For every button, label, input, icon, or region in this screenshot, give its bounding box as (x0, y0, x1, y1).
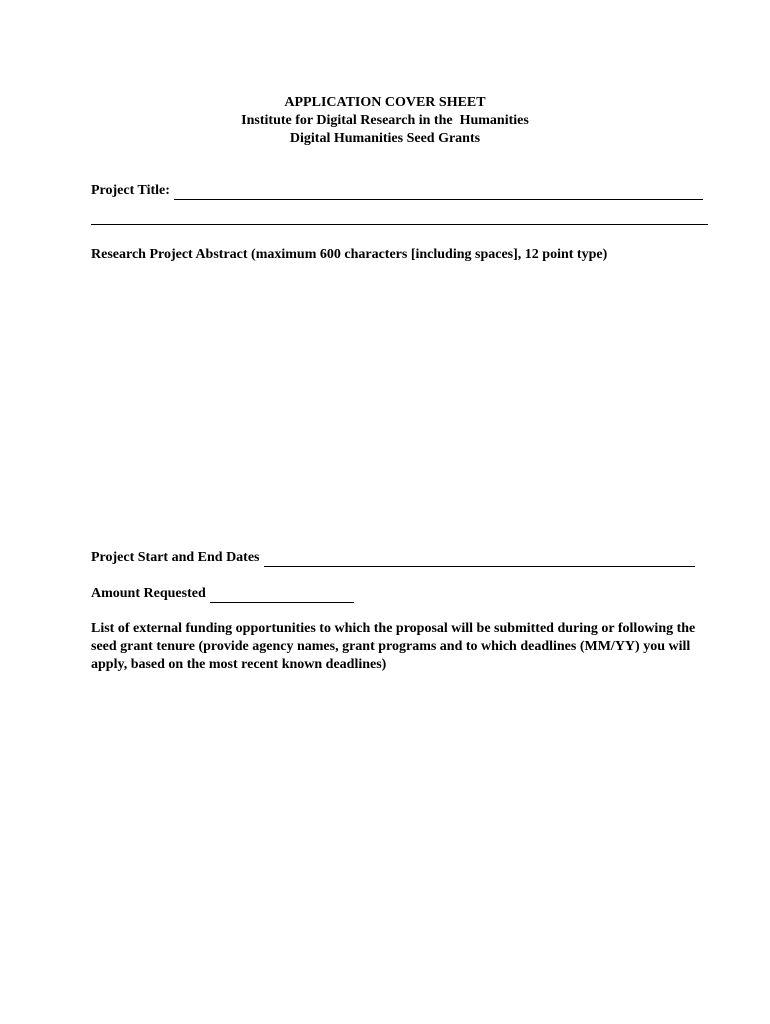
project-title-row (91, 182, 703, 200)
project-title-field-line-2[interactable] (91, 224, 708, 225)
abstract-input-area[interactable] (91, 272, 708, 542)
institute-name: Institute for Digital Research in the Humanities (241, 113, 529, 128)
project-dates-field[interactable] (264, 552, 695, 567)
abstract-label: Research Project Abstract (maximum 600 characters [including spaces], 12 point type) (91, 247, 608, 262)
project-title-field[interactable] (174, 185, 703, 200)
grant-program-name: Digital Humanities Seed Grants (289, 131, 481, 146)
document-title: APPLICATION COVER SHEET (284, 95, 486, 110)
project-dates-label: Project Start and End Dates (91, 550, 260, 565)
amount-requested-row (91, 585, 354, 603)
project-dates-row (91, 549, 695, 567)
amount-requested-label: Amount Requested (91, 586, 206, 601)
funding-opportunities-label: List of external funding opportunities to which the proposal will be submitted during or following the seed grant tenure (provide agency names, grant programs and to which deadlines (MM/YY) you will apply, based on the most recent known deadlines) (91, 621, 696, 672)
project-title-label: Project Title: (91, 183, 170, 198)
amount-requested-field[interactable] (210, 588, 354, 603)
document-header (0, 94, 770, 148)
